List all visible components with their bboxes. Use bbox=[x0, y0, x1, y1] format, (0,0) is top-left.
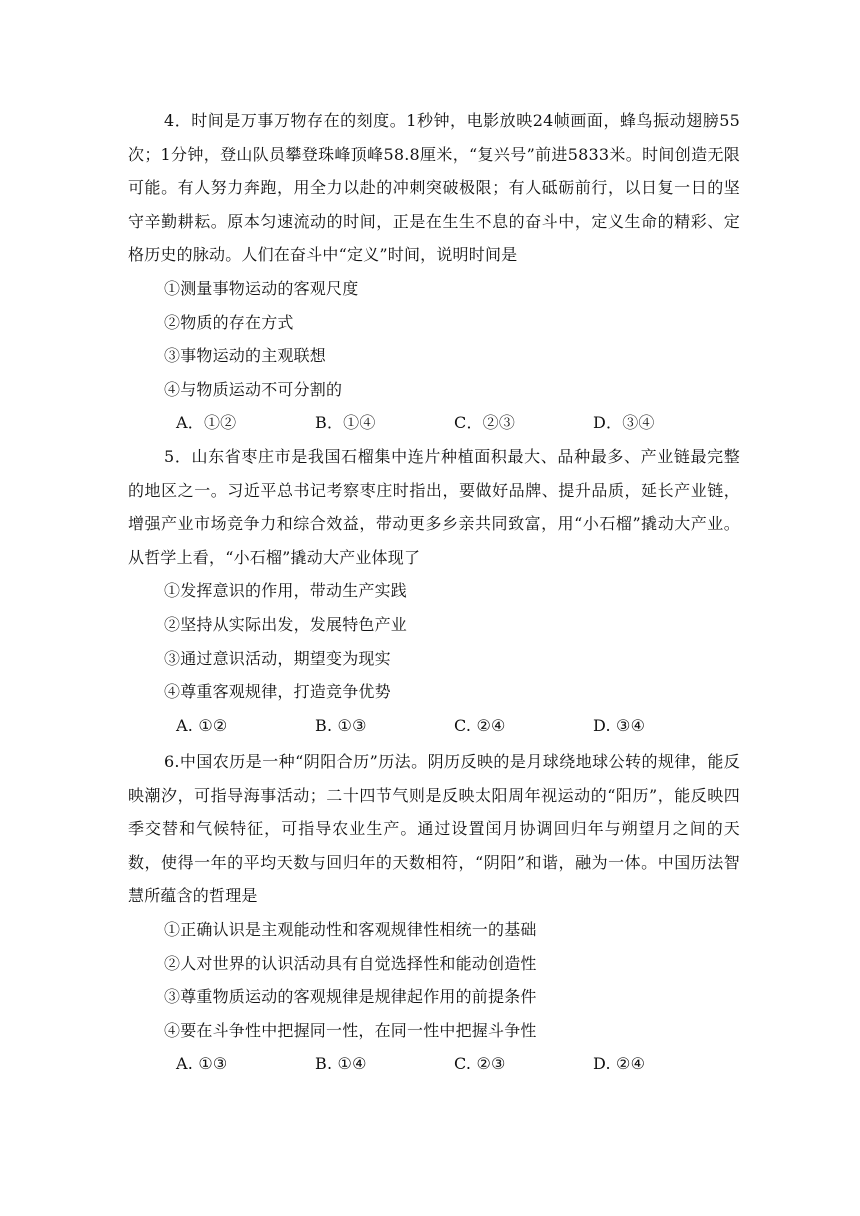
question-5 bbox=[128, 440, 740, 742]
choice-b: B. ①④ bbox=[315, 1054, 367, 1074]
question-4 bbox=[128, 104, 740, 440]
choice-c: C. ②③ bbox=[454, 1054, 506, 1074]
option-1: ①测量事物运动的客观尺度 bbox=[164, 278, 359, 298]
question-6 bbox=[128, 745, 740, 1081]
question-stem: 6.中国农历是一种“阴阳合历”历法。阴历反映的是月球绕地球公转的规律，能反映潮汐，可指导海事活动；二十四节气则是反映太阳周年视运动的“阳历”，能反映四季交替和气候特征，可指导农业生产。通过设置闰月协调回归年与朔望月之间的天数，使得一年的平均天数与回归年的天数相符，“阴阳”和谐，融为一体。中国历法智慧所蕴含的哲理是 bbox=[128, 752, 740, 906]
option-3: ③尊重物质运动的客观规律是规律起作用的前提条件 bbox=[164, 987, 537, 1007]
option-4: ④要在斗争性中把握同一性，在同一性中把握斗争性 bbox=[164, 1020, 537, 1040]
choice-a: A. ①② bbox=[176, 715, 228, 735]
choice-d: D. ②④ bbox=[593, 1054, 646, 1074]
choice-d: D. ③④ bbox=[593, 715, 646, 735]
option-1: ①正确认识是主观能动性和客观规律性相统一的基础 bbox=[164, 919, 537, 939]
option-2: ②坚持从实际出发，发展特色产业 bbox=[164, 614, 408, 634]
answer-choices bbox=[128, 709, 740, 743]
option-2: ②物质的存在方式 bbox=[164, 312, 294, 332]
answer-choices bbox=[128, 406, 740, 440]
choice-b: B. ①③ bbox=[315, 715, 367, 735]
choice-a: A．①② bbox=[176, 413, 237, 433]
answer-choices bbox=[128, 1047, 740, 1081]
choice-c: C. ②④ bbox=[454, 715, 506, 735]
option-2: ②人对世界的认识活动具有自觉选择性和能动创造性 bbox=[164, 953, 537, 973]
option-1: ①发挥意识的作用，带动生产实践 bbox=[164, 581, 408, 601]
choice-a: A. ①③ bbox=[176, 1054, 228, 1074]
option-3: ③通过意识活动，期望变为现实 bbox=[164, 648, 391, 668]
question-stem: 4．时间是万事万物存在的刻度。1秒钟，电影放映24帧画面，蜂鸟振动翅膀55次；1分钟，登山队员攀登珠峰顶峰58.8厘米，“复兴号”前进5833米。时间创造无限可能。有人努力奔跑，用全力以赴的冲刺突破极限；有人砥砺前行，以日复一日的坚守辛勤耕耘。原本匀速流动的时间，正是在生生不息的奋斗中，定义生命的精彩、定格历史的脉动。人们在奋斗中“定义”时间，说明时间是 bbox=[128, 111, 740, 265]
option-4: ④尊重客观规律，打造竞争优势 bbox=[164, 682, 391, 702]
question-stem: 5．山东省枣庄市是我国石榴集中连片种植面积最大、品种最多、产业链最完整的地区之一。习近平总书记考察枣庄时指出，要做好品牌、提升品质，延长产业链，增强产业市场竞争力和综合效益，带动更多乡亲共同致富，用“小石榴”撬动大产业。从哲学上看，“小石榴”撬动大产业体现了 bbox=[128, 447, 740, 567]
choice-b: B．①④ bbox=[315, 413, 376, 433]
option-4: ④与物质运动不可分割的 bbox=[164, 379, 343, 399]
option-3: ③事物运动的主观联想 bbox=[164, 346, 327, 366]
choice-c: C．②③ bbox=[454, 413, 516, 433]
choice-d: D．③④ bbox=[593, 413, 655, 433]
